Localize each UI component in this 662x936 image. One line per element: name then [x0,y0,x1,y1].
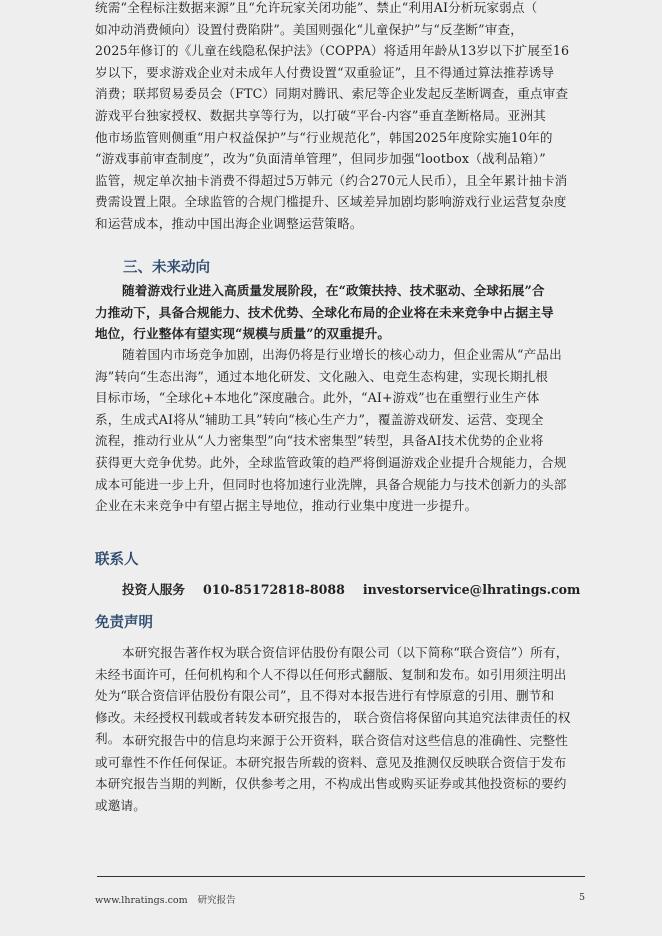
disclaimer-line: 或邀请。 [95,797,146,813]
page-number: 5 [578,892,585,903]
body-line: 获得更大竞争优势。此外，全球监管政策的趋严将倒逼游戏企业提升合规能力，合规 [95,454,567,470]
disclaimer-line: 本研究报告当期的判断，仅供参考之用，不构成出售或购买证券或其他投资标的要约 [95,776,567,792]
body-line: 成本可能进一步上升，但同时也将加速行业洗牌，具备合规能力与技术创新力的头部 [95,476,567,492]
summary-line: 随着游戏行业进入高质量发展阶段，在“政策扶持、技术驱动、全球拓展”合 [122,283,545,298]
summary-line: 力推动下，具备合规能力、技术优势、全球化布局的企业将在未来竞争中占据主导 [95,304,554,320]
paragraph-line: 他市场监管则侧重“用户权益保护”与“行业规范化”，韩国2025年度除实施10年的 [95,129,553,145]
footer-site-link[interactable]: www.lhratings.com [95,895,188,906]
disclaimer-paragraph-2 [95,730,585,816]
disclaimer-line: 未经书面许可，任何机构和个人不得以任何形式翻版、复制和发布。如引用须注明出 [95,666,567,682]
paragraph-line: 费需设置上限。全球监管的合规门槛提升、区域差异加剧均影响游戏行业运营复杂度 [95,194,567,210]
contact-label: 投资人服务 [122,582,185,597]
paragraph-line: 游戏平台独家授权、数据共享等行为，以打破“平台-内容”垂直垄断格局。亚洲其 [95,107,546,123]
paragraph-line: “游戏事前审查制度”，改为“负面清单管理”，但同步加强“lootbox（战利品箱）” [95,151,546,167]
paragraph-line: 和运营成本，推动中国出海企业调整运营策略。 [95,215,363,231]
disclaimer-line: 处为“联合资信评估股份有限公司”，且不得对本报告进行有悖原意的引用、删节和 [95,688,555,704]
contact-heading: 联系人 [95,552,139,568]
contact-line [95,580,585,600]
paragraph-line: 监管，规定单次抽卡消费不得超过5万韩元（约合270元人民币），且全年累计抽卡消 [95,172,568,188]
disclaimer-heading: 免责声明 [95,615,153,631]
contact-phone: 010-85172818-8088 [202,582,345,597]
body-line: 目标市场，“全球化+本地化”深度融合。此外，“AI+游戏”也在重塑行业生产体 [95,390,540,406]
contact-email[interactable]: investorservice@lhratings.com [362,582,581,597]
footer-divider [97,876,585,877]
body-line: 随着国内市场竞争加剧，出海仍将是行业增长的核心动力，但企业需从“产品出 [122,347,562,362]
future-summary [95,280,585,345]
paragraph-line: 2025年修订的《儿童在线隐私保护法》（COPPA）将适用年龄从13岁以下扩展至16 [95,43,570,59]
paragraph-line: 岁以下，要求游戏企业对未成年人付费设置“双重验证”，且不得通过算法推荐诱导 [95,64,555,80]
section-heading-future: 三、未来动向 [123,260,210,276]
disclaimer-line: 或可靠性不作任何保证。本研究报告所载的资料、意见及推测仅反映联合资信于发布 [95,754,567,770]
future-body [95,344,585,517]
body-line: 海”转向“生态出海”，通过本地化研发、文化融入、电竞生态构建，实现长期扎根 [95,368,549,384]
paragraph-line: 如冲动消费倾向）设置付费陷阱”。美国则强化“儿童保护”与“反垄断”审查， [95,21,523,37]
summary-line: 地位，行业整体有望实现“规模与质量”的双重提升。 [95,326,391,342]
paragraph-line: 统需“全程标注数据来源”且“允许玩家关闭功能”、禁止“利用AI分析玩家弱点（ [95,0,538,15]
disclaimer-line: 本研究报告中的信息均来源于公开资料，联合资信对这些信息的准确性、完整性 [122,733,569,748]
regulation-paragraph [95,0,585,235]
body-line: 流程，推动行业从“人力密集型”向“技术密集型”转型，具备AI技术优势的企业将 [95,433,544,449]
body-line: 系，生成式AI将从“辅助工具”转向“核心生产力”，覆盖游戏研发、运营、变现全 [95,411,544,427]
disclaimer-line: 修改。未经授权刊载或者转发本研究报告的， 联合资信将保留向其追究法律责任的权 [95,709,571,725]
disclaimer-line: 利。 [95,731,121,747]
paragraph-line: 消费；联邦贸易委员会（FTC）同期对腾讯、索尼等企业发起反垄断调查，重点审查 [95,86,569,102]
footer-tag: 研究报告 [197,895,236,906]
disclaimer-line: 本研究报告著作权为联合资信评估股份有限公司（以下简称“联合资信”）所有， [122,645,569,660]
body-line: 企业在未来竞争中有望占据主导地位，推动行业集中度进一步提升。 [95,498,478,514]
